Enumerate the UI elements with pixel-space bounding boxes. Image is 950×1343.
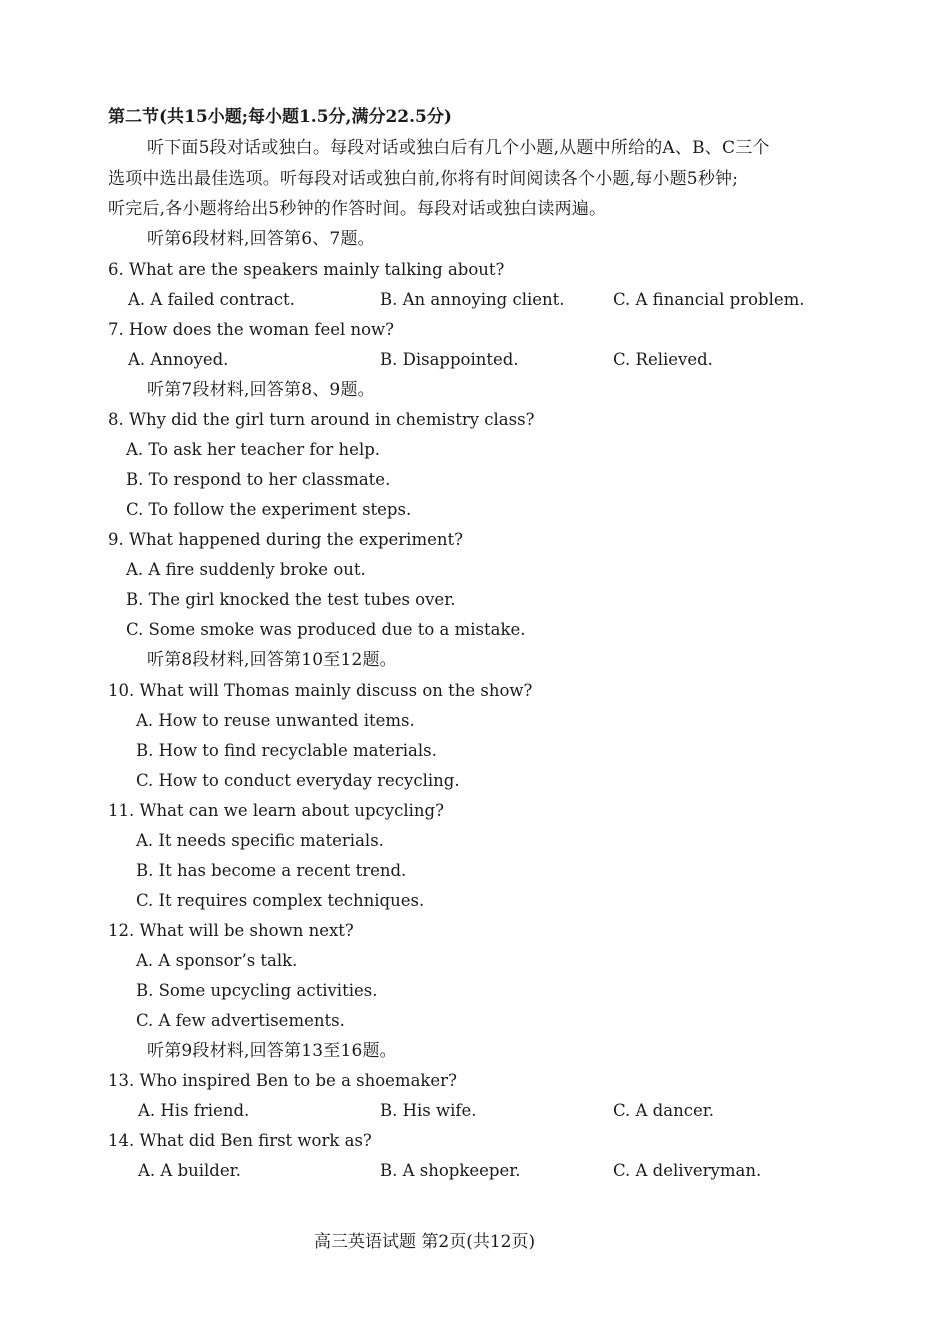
option-c: C. Some smoke was produced due to a mistake. [126, 620, 526, 639]
option-b: B. A shopkeeper. [380, 1161, 521, 1180]
option-a: A. It needs specific materials. [136, 831, 384, 850]
option-a: A. Annoyed. [128, 350, 229, 369]
option-a: A. How to reuse unwanted items. [136, 711, 415, 730]
instruction-line: 听下面5段对话或独白。每段对话或独白后有几个小题,从题中所给的A、B、C三个 [147, 138, 770, 158]
option-c: C. A deliveryman. [613, 1161, 762, 1180]
question-stem: 9. What happened during the experiment? [108, 530, 463, 549]
option-b: B. Disappointed. [380, 350, 519, 369]
option-c: C. It requires complex techniques. [136, 891, 425, 910]
page-footer: 高三英语试题 第2页(共12页) [314, 1232, 536, 1252]
option-c: C. Relieved. [613, 350, 713, 369]
material-heading: 听第7段材料,回答第8、9题。 [147, 380, 375, 400]
option-b: B. It has become a recent trend. [136, 861, 407, 880]
question-stem: 8. Why did the girl turn around in chemistry class? [108, 410, 535, 429]
material-heading: 听第6段材料,回答第6、7题。 [147, 229, 375, 249]
option-a: A. A sponsor’s talk. [136, 951, 298, 970]
option-a: A. A fire suddenly broke out. [126, 560, 366, 579]
question-stem: 11. What can we learn about upcycling? [108, 801, 444, 820]
material-heading: 听第8段材料,回答第10至12题。 [147, 650, 397, 670]
question-stem: 13. Who inspired Ben to be a shoemaker? [108, 1071, 457, 1090]
option-b: B. His wife. [380, 1101, 477, 1120]
option-c: C. How to conduct everyday recycling. [136, 771, 460, 790]
option-c: C. A few advertisements. [136, 1011, 345, 1030]
instruction-line: 听完后,各小题将给出5秒钟的作答时间。每段对话或独白读两遍。 [108, 199, 607, 219]
option-a: A. His friend. [138, 1101, 250, 1120]
material-heading: 听第9段材料,回答第13至16题。 [147, 1041, 397, 1061]
option-c: C. To follow the experiment steps. [126, 500, 412, 519]
option-b: B. The girl knocked the test tubes over. [126, 590, 456, 609]
option-c: C. A dancer. [613, 1101, 715, 1120]
question-stem: 6. What are the speakers mainly talking about? [108, 260, 505, 279]
section-heading: 第二节(共15小题;每小题1.5分,满分22.5分) [108, 107, 452, 127]
question-stem: 10. What will Thomas mainly discuss on the show? [108, 681, 533, 700]
option-a: A. To ask her teacher for help. [126, 440, 381, 459]
option-a: A. A builder. [138, 1161, 241, 1180]
option-b: B. To respond to her classmate. [126, 470, 391, 489]
option-b: B. How to find recyclable materials. [136, 741, 437, 760]
question-stem: 14. What did Ben first work as? [108, 1131, 372, 1150]
option-a: A. A failed contract. [128, 290, 295, 309]
instruction-line: 选项中选出最佳选项。听每段对话或独白前,你将有时间阅读各个小题,每小题5秒钟; [108, 169, 739, 189]
option-c: C. A financial problem. [613, 290, 805, 309]
question-stem: 7. How does the woman feel now? [108, 320, 395, 339]
option-b: B. Some upcycling activities. [136, 981, 378, 1000]
question-stem: 12. What will be shown next? [108, 921, 354, 940]
option-b: B. An annoying client. [380, 290, 565, 309]
